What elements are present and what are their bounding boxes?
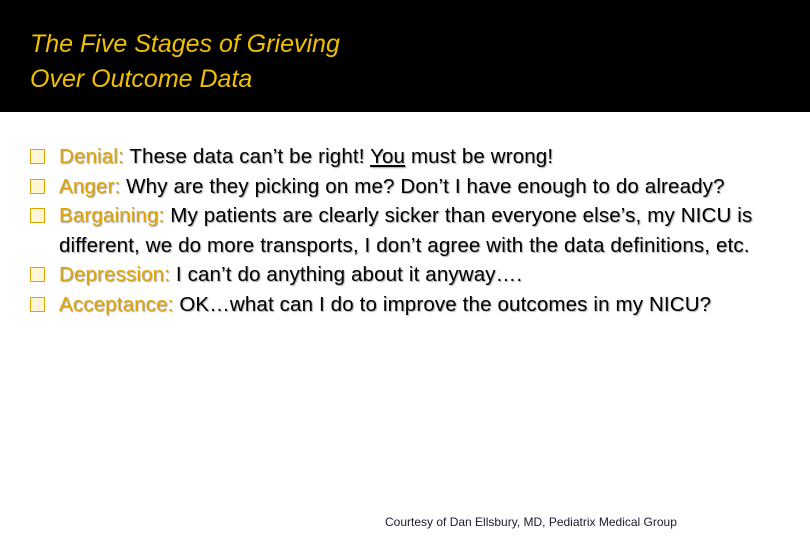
bullet-term: Acceptance:: [59, 292, 174, 316]
bullet-term: Denial:: [59, 145, 124, 168]
slide-title: [30, 27, 340, 97]
bullet-text-pre: These data can’t be right!: [123, 145, 371, 168]
bullet-denial: [30, 142, 770, 172]
bullet-text-post: must be wrong!: [405, 145, 554, 168]
bullet-list: [30, 142, 770, 319]
title-line-2: Over Outcome Data: [30, 65, 253, 93]
bullet-term: Anger:: [59, 174, 121, 198]
title-line-1: The Five Stages of Grieving: [30, 30, 340, 58]
bullet-text: Why are they picking on me? Don’t I have enough to do already?: [120, 174, 725, 198]
bullet-depression: [30, 260, 770, 290]
square-bullet-icon: [30, 267, 45, 282]
bullet-text: My patients are clearly sicker than everyone else’s, my NICU is different, we do more transports, I don’t agree with the data definitions, etc.: [59, 204, 753, 257]
square-bullet-icon: [30, 149, 45, 164]
square-bullet-icon: [30, 208, 45, 223]
bullet-text: OK…what can I do to improve the outcomes in my NICU?: [173, 292, 712, 316]
bullet-text-emphasis: You: [370, 145, 406, 168]
bullet-acceptance: [30, 290, 770, 320]
bullet-text: I can’t do anything about it anyway….: [170, 263, 523, 286]
bullet-term: Depression:: [59, 263, 171, 286]
bullet-term: Bargaining:: [59, 204, 165, 227]
bullet-bargaining: [30, 201, 770, 260]
title-bar: [0, 0, 810, 112]
square-bullet-icon: [30, 179, 45, 194]
square-bullet-icon: [30, 297, 45, 312]
bullet-anger: [30, 172, 770, 202]
credit-footer: Courtesy of Dan Ellsbury, MD, Pediatrix Medical Group: [385, 515, 677, 529]
